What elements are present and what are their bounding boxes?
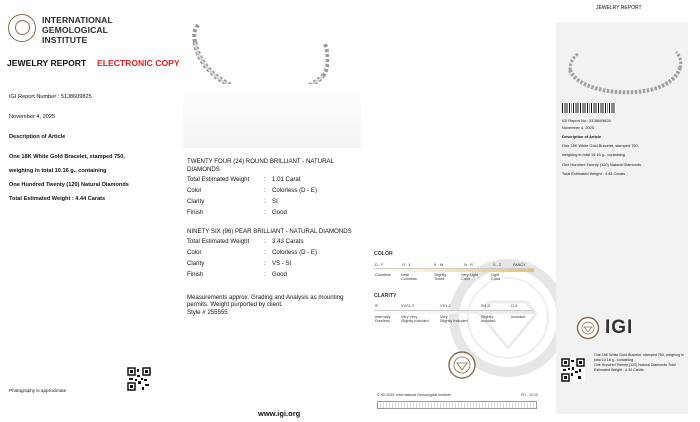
website-link[interactable]: www.igi.org: [258, 409, 301, 418]
row-colon: :: [264, 198, 266, 205]
right-description-heading: Description of Article: [562, 134, 602, 139]
group2-title: NINETY SIX (96) PEAR BRILLIANT - NATURAL DIAMONDS: [187, 228, 352, 235]
group1-title: TWENTY FOUR (24) ROUND BRILLIANT - NATURAL DIAMONDS: [187, 158, 334, 173]
clarity-band: [374, 310, 534, 314]
total-weight: Total Estimated Weight : 4.44 Carats: [9, 196, 106, 202]
igi-logo-icon: [8, 14, 36, 42]
report-title: JEWELRY REPORT: [7, 58, 87, 68]
row-value: Colorless (D - E): [272, 187, 318, 194]
row-colon: :: [264, 260, 266, 267]
color-grade: G - J: [402, 263, 411, 267]
color-desc-line: Color: [461, 277, 471, 282]
clarity-scale-heading: CLARITY: [374, 293, 397, 299]
clarity-desc-line: Slightly Included: [401, 319, 429, 324]
institute-name: [42, 15, 113, 45]
clarity-desc-line: Slightly Included: [440, 319, 468, 324]
right-igi-logo-icon: [576, 316, 600, 340]
color-desc-line: Colorless: [375, 273, 391, 277]
photo-note: Photography is approximate: [9, 388, 67, 393]
right-report-number: IGI Report No.: 51J8609825: [562, 118, 611, 123]
description-line-2: weighing in total 10.16 g., containing: [9, 168, 107, 174]
description-heading: Description of Article: [9, 134, 66, 140]
clarity-desc: [401, 315, 429, 324]
clarity-grade: IF: [375, 304, 379, 308]
color-grade: D - F: [375, 263, 384, 267]
row-key: Total Estimated Weight: [187, 238, 250, 245]
row-key: Clarity: [187, 198, 205, 205]
right-igi-wordmark: IGI: [605, 317, 634, 338]
color-desc-line: Slightly: [434, 273, 447, 277]
row-colon: :: [264, 187, 266, 194]
comment-line-3: Style # 255555: [187, 308, 228, 316]
row-value: 3.43 Carats: [272, 238, 304, 245]
row-key: Finish: [187, 271, 204, 278]
color-desc: [434, 273, 446, 282]
comments: [187, 294, 344, 316]
row-value: VS - SI: [272, 260, 292, 267]
color-grade: S - Z: [493, 263, 502, 267]
color-grade: N - R: [464, 263, 473, 267]
clarity-grade: VS1-2: [440, 304, 451, 308]
color-desc-line: Color: [491, 277, 501, 282]
row-colon: :: [264, 176, 266, 183]
clarity-desc: [440, 315, 468, 324]
comment-line-2: permits. Weight purported by client.: [187, 301, 283, 309]
clarity-desc-line: Very Very: [401, 315, 418, 319]
right-bottom-line-2: total 10.16 g., containing: [594, 358, 634, 362]
color-desc: [461, 273, 478, 282]
row-key: Clarity: [187, 260, 205, 267]
row-value: 1.01 Carat: [272, 176, 301, 183]
color-desc: [401, 273, 417, 282]
report-date: November 4, 2025: [9, 114, 56, 120]
right-bottom-line-3: One Hundred Twenty (120) Natural Diamonds Total: [594, 363, 676, 367]
logo-line-2: GEMOLOGICAL: [42, 25, 109, 35]
report-number: IGI Report Number : 51J8609825: [9, 94, 92, 100]
security-strip: [377, 401, 537, 409]
description-line-1: One 18K White Gold Bracelet, stamped 750,: [9, 154, 125, 160]
logo-line-3: INSTITUTE: [42, 35, 88, 45]
row-colon: :: [264, 249, 266, 256]
clarity-grade: SI1-2: [481, 304, 491, 308]
clarity-desc-line: Slightly: [481, 315, 494, 319]
right-bracelet-photo: [566, 50, 686, 96]
igi-seal-icon: [447, 350, 477, 380]
clarity-desc-line: Very: [440, 315, 448, 319]
qr-code-icon[interactable]: [127, 367, 151, 391]
color-desc: [375, 273, 391, 277]
row-value: Colorless (D - E): [272, 249, 318, 256]
right-description-line-1: One 18K White Gold Bracelet, stamped 750,: [562, 143, 639, 148]
description-line-3: One Hundred Twenty (120) Natural Diamonds: [9, 182, 129, 188]
color-desc: [491, 273, 500, 282]
comment-line-1: Measurements approx. Grading and Analysis as mounting: [187, 294, 344, 301]
logo-line-1: INTERNATIONAL: [42, 15, 113, 25]
right-qr-code-icon[interactable]: [561, 358, 585, 382]
row-colon: :: [264, 271, 266, 278]
color-desc-line: Tinted: [434, 277, 445, 282]
clarity-desc: [375, 315, 390, 324]
color-grade: K - M: [434, 263, 444, 267]
clarity-grade: I1-3: [511, 304, 518, 308]
row-key: Finish: [187, 209, 204, 216]
electronic-copy-label: ELECTRONIC COPY: [97, 58, 180, 68]
row-key: Color: [187, 187, 202, 194]
clarity-desc-line: Internally: [375, 315, 391, 319]
color-scale-heading: COLOR: [374, 251, 393, 257]
right-bottom-line-4: Estimated Weight : 4.44 Carats: [594, 368, 644, 372]
clarity-desc-line: Included: [481, 319, 496, 324]
clarity-desc-line: Flawless: [375, 319, 390, 324]
row-colon: :: [264, 209, 266, 216]
row-value: Good: [272, 209, 287, 216]
row-colon: :: [264, 238, 266, 245]
barcode-icon: [562, 103, 616, 113]
photo-shadow-panel: [183, 84, 361, 148]
color-desc-line: Light: [491, 273, 500, 277]
right-report-heading: JEWELRY REPORT: [596, 5, 642, 11]
clarity-grade: VVS1-2: [401, 304, 415, 308]
row-value: SI: [272, 198, 278, 205]
color-desc-line: Near: [401, 273, 410, 277]
right-bottom-line-1: One 18K White Gold Bracelet, stamped 750, weighing in: [594, 353, 684, 357]
row-key: Color: [187, 249, 202, 256]
clarity-desc: [481, 315, 495, 324]
color-desc-line: Very Light: [461, 273, 478, 277]
color-desc-line: Colorless: [401, 277, 417, 282]
footer-code: FD - 10 20: [521, 393, 538, 397]
color-grade: FANCY: [513, 263, 526, 267]
clarity-desc-line: Included: [511, 315, 526, 319]
row-key: Total Estimated Weight: [187, 176, 250, 183]
color-band: [374, 268, 534, 272]
clarity-desc: [511, 315, 525, 319]
footer-copyright: © IGI 2020, International Gemological Institute: [377, 393, 451, 397]
row-value: Good: [272, 271, 287, 278]
right-description-line-2: weighing in total 10.16 g., containing: [562, 152, 625, 157]
right-report-date: November 4, 2025: [562, 125, 595, 130]
right-description-line-3: One Hundred Twenty (120) Natural Diamonds: [562, 162, 642, 167]
right-total-weight: Total Estimated Weight : 4.44 Carats: [562, 171, 626, 176]
